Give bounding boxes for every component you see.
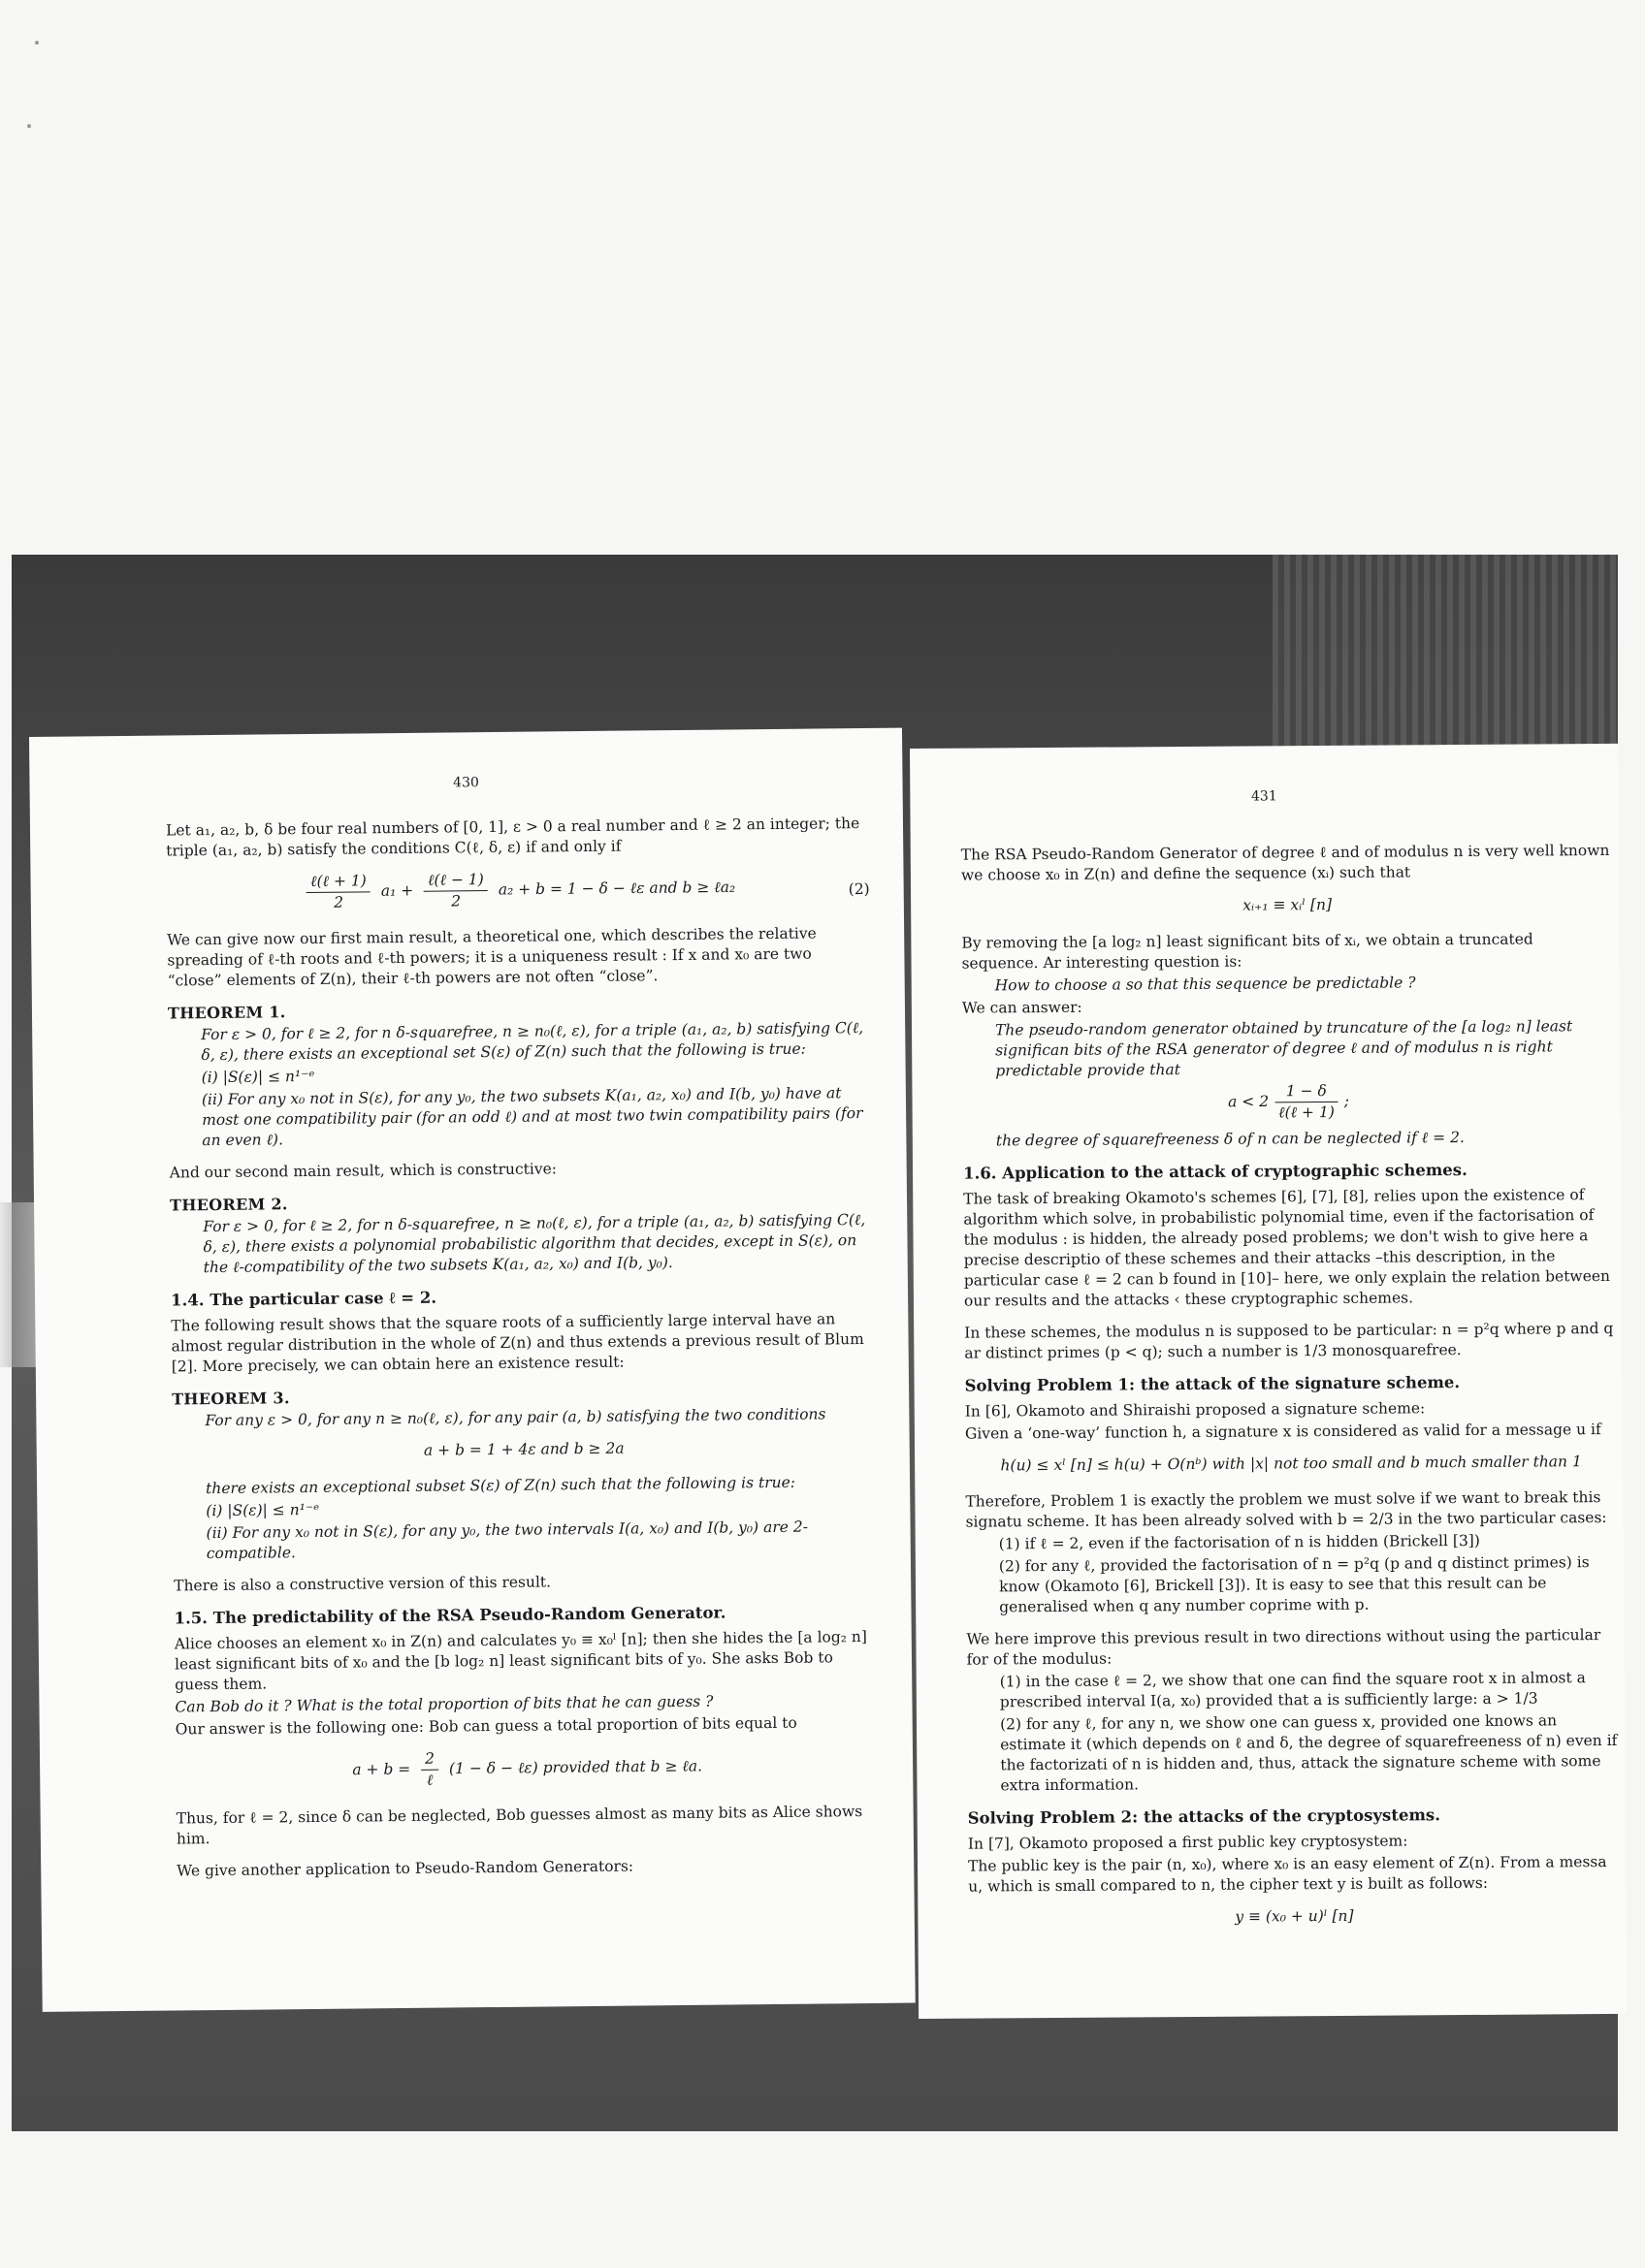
paragraph: Alice chooses an element x₀ in Z(n) and calculates y₀ ≡ x₀ˡ [n]; then she hides the [a log₂ n] least significant bits of x₀ and the [b log₂ n] least significant bits of y₀. She asks Bob to guess them. bbox=[174, 1628, 868, 1694]
denominator: ℓ(ℓ + 1) bbox=[1278, 1102, 1335, 1122]
case-2: (2) for any ℓ, provided the factorisation of n = p²q (p and q distinct primes) is know (Okamoto [6], Brickell [3]). It is easy to see that this result can be generalised when q any number coprime with p. bbox=[998, 1553, 1590, 1616]
paragraph: In [6], Okamoto and Shiraishi proposed a signature scheme: bbox=[964, 1399, 1426, 1421]
paragraph: In these schemes, the modulus n is supposed to be particular: n = p²q where p and q ar distinct primes (p < q); such a number is 1/3 monosquarefree. bbox=[964, 1319, 1614, 1362]
paragraph: Therefore, Problem 1 is exactly the problem we must solve if we want to break this signatu scheme. It has been already solved with b = 2/3 in the two particular cases: bbox=[965, 1488, 1607, 1531]
paragraph: The RSA Pseudo-Random Generator of degree ℓ and of modulus n is very well known we choose x₀ in Z(n) and define the sequence (xᵢ) such that bbox=[960, 841, 1610, 884]
numerator: ℓ(ℓ + 1) bbox=[306, 871, 371, 893]
theorem-3-equation: a + b = 1 + 4ε and b ≥ 2a bbox=[423, 1439, 625, 1459]
answer: The pseudo-random generator obtained by truncature of the [a log₂ n] least significan bits of the RSA generator of degree ℓ and of modulus n is right predictable provide that bbox=[994, 1017, 1573, 1080]
theorem-1-item-ii: (ii) For any x₀ not in S(ε), for any y₀, the two subsets K(a₁, a₂, x₀) and I(b, y₀) have at most one compatibility pair (for an odd ℓ) and at most two twin compatibility pairs (for an even ℓ). bbox=[201, 1084, 863, 1150]
equation-signature: h(u) ≤ xˡ [n] ≤ h(u) + O(nᵇ) with |x| not too small and b much smaller than 1 bbox=[1000, 1453, 1582, 1475]
paragraph: And our second main result, which is constructive: bbox=[169, 1160, 558, 1182]
scan-speck bbox=[27, 124, 31, 128]
theorem-3-body: For any ε > 0, for any n ≥ n₀(ℓ, ε), for any pair (a, b) satisfying the two conditions bbox=[205, 1405, 826, 1430]
question: Can Bob do it ? What is the total proportion of bits that he can guess ? bbox=[175, 1692, 714, 1716]
theorem-1-item-i: (i) |S(ε)| ≤ n¹⁻ᵉ bbox=[201, 1067, 315, 1087]
paragraph: We can answer: bbox=[961, 998, 1082, 1017]
paragraph: We give another application to Pseudo-Random Generators: bbox=[177, 1857, 634, 1880]
section-heading-1-6: 1.6. Application to the attack of cryptographic schemes. bbox=[962, 1160, 1468, 1183]
page-number: 430 bbox=[453, 775, 479, 791]
paragraph: We here improve this previous result in two directions without using the particular for of the modulus: bbox=[966, 1626, 1601, 1669]
equation-2 bbox=[166, 866, 869, 915]
paragraph: In [7], Okamoto proposed a first public key cryptosystem: bbox=[967, 1832, 1408, 1853]
page-body bbox=[961, 841, 1621, 1945]
paragraph: Given a ‘one-way’ function h, a signature x is considered as valid for a message u if bbox=[964, 1421, 1601, 1443]
page-right bbox=[910, 744, 1627, 2019]
denominator: 2 bbox=[451, 892, 462, 910]
numerator: 2 bbox=[421, 1749, 438, 1771]
equation-term: a₁ + bbox=[380, 881, 414, 900]
paragraph: The public key is the pair (n, x₀), where x₀ is an easy element of Z(n). From a messa u, which is small compared to n, the cipher text y is built as follows: bbox=[967, 1853, 1607, 1896]
equation-term: (1 − δ − ℓε) provided that b ≥ ℓa. bbox=[448, 1757, 703, 1778]
question: How to choose a so that this sequence be predictable ? bbox=[994, 974, 1416, 995]
equation-cipher: y ≡ (x₀ + u)ˡ [n] bbox=[1235, 1906, 1354, 1926]
denominator: ℓ bbox=[426, 1771, 434, 1789]
theorem-3-continuation: there exists an exceptional subset S(ε) of Z(n) such that the following is true: bbox=[206, 1473, 796, 1498]
intro-paragraph: Let a₁, a₂, b, δ be four real numbers of [0, 1], ε > 0 a real number and ℓ ≥ 2 an integer; the triple (a₁, a₂, b) satisfy the conditions C(ℓ, δ, ε) if and only if bbox=[165, 815, 860, 860]
paragraph: The task of breaking Okamoto's schemes [6], [7], [8], relies upon the existence of algorithm which solve, in probabilistic polynomial time, even if the factorisation of the modulus : is hidden, the already posed problems; we don't wish to give here a precise descriptio of these schemes and their attacks –this description, in the particular case ℓ = 2 can b found in [10]– here, we only explain the relation between our results and the attacks ‹ these cryptographic schemes. bbox=[963, 1186, 1611, 1310]
fraction bbox=[1274, 1081, 1339, 1123]
numerator: ℓ(ℓ − 1) bbox=[424, 870, 488, 892]
fraction bbox=[424, 870, 488, 912]
theorem-2-body: For ε > 0, for ℓ ≥ 2, for n δ-squarefree, n ≥ n₀(ℓ, ε), for a triple (a₁, a₂, b) satisfying C(ℓ, δ, ε), there exists a polynomial probabilistic algorithm that decides, except in S(ε), on the ℓ-compatibility of the two subsets K(a₁, a₂, x₀) and I(b, y₀). bbox=[203, 1210, 866, 1277]
equation-bob bbox=[176, 1744, 879, 1794]
fraction bbox=[421, 1749, 438, 1791]
section-heading-1-5: 1.5. The predictability of the RSA Pseudo-Random Generator. bbox=[174, 1603, 726, 1628]
paragraph: By removing the [a log₂ n] least significant bits of xᵢ, we obtain a truncated sequence. Ar interesting question is: bbox=[961, 930, 1533, 973]
equation-term: a < 2 bbox=[1228, 1092, 1270, 1111]
theorem-1-title: THEOREM 1. bbox=[167, 1003, 286, 1023]
equation-term: a + b = bbox=[352, 1760, 411, 1779]
paragraph: The following result shows that the square roots of a sufficiently large interval have an almost regular distribution in the whole of Z(n) and thus extends a previous result of Blum [2]. More precisely, we can obtain here an existence result: bbox=[171, 1310, 864, 1376]
denominator: 2 bbox=[334, 893, 344, 911]
theorem-3-item-ii: (ii) For any x₀ not in S(ε), for any y₀, the two intervals I(a, x₀) and I(b, y₀) are 2-compatible. bbox=[206, 1517, 808, 1563]
paragraph: We can give now our first main result, a theoretical one, which describes the relative spreading of ℓ-th roots and ℓ-th powers; it is a uniqueness result : If x and x₀ are two “close” elements of Z(n), their ℓ-th powers are not often “close”. bbox=[167, 924, 817, 990]
improvement-1: (1) in the case ℓ = 2, we show that one can find the square root x in almost a prescribed interval I(a, x₀) provided that a is sufficiently large: a > 1/3 bbox=[999, 1669, 1586, 1711]
equation-number: (2) bbox=[848, 879, 870, 899]
equation-term: ; bbox=[1343, 1092, 1350, 1110]
page-number: 431 bbox=[1250, 788, 1277, 805]
answer-equation bbox=[962, 1079, 1614, 1126]
equation-term: a₂ + b = 1 − δ − ℓε and b ≥ ℓa₂ bbox=[498, 878, 736, 899]
theorem-3-item-i: (i) |S(ε)| ≤ n¹⁻ᵉ bbox=[206, 1500, 320, 1520]
paragraph: There is also a constructive version of this result. bbox=[174, 1573, 552, 1595]
page-body bbox=[166, 814, 881, 1894]
paragraph: Our answer is the following one: Bob can guess a total proportion of bits equal to bbox=[175, 1713, 797, 1739]
fraction bbox=[306, 871, 371, 913]
answer-tail: the degree of squarefreeness δ of n can be neglected if ℓ = 2. bbox=[995, 1129, 1465, 1150]
section-heading-1-4: 1.4. The particular case ℓ = 2. bbox=[170, 1288, 437, 1310]
numerator: 1 − δ bbox=[1274, 1081, 1339, 1102]
theorem-3-title: THEOREM 3. bbox=[172, 1389, 290, 1409]
scan-speck bbox=[35, 41, 39, 45]
equation-sequence: xᵢ₊₁ ≡ xᵢˡ [n] bbox=[1242, 895, 1333, 914]
subheading-problem-1: Solving Problem 1: the attack of the signature scheme. bbox=[964, 1373, 1461, 1395]
improvement-2: (2) for any ℓ, for any n, we show one can guess x, provided one knows an estimate it (which depends on ℓ and δ, the degree of squarefreeness of n) even if the factorizati of n is hidden and, thus, attack the signature scheme with some extra information. bbox=[999, 1711, 1618, 1795]
page-left bbox=[29, 728, 916, 2012]
theorem-1-body: For ε > 0, for ℓ ≥ 2, for n δ-squarefree, n ≥ n₀(ℓ, ε), for a triple (a₁, a₂, b) satisfying C(ℓ, δ, ε), there exists an exceptional set S(ε) of Z(n) such that the following is true: bbox=[201, 1019, 864, 1065]
paragraph: Thus, for ℓ = 2, since δ can be neglected, Bob guesses almost as many bits as Alice shows him. bbox=[176, 1803, 863, 1848]
theorem-2-title: THEOREM 2. bbox=[169, 1195, 288, 1215]
case-1: (1) if ℓ = 2, even if the factorisation of n is hidden (Brickell [3]) bbox=[998, 1531, 1480, 1553]
subheading-problem-2: Solving Problem 2: the attacks of the cryptosystems. bbox=[967, 1805, 1440, 1828]
